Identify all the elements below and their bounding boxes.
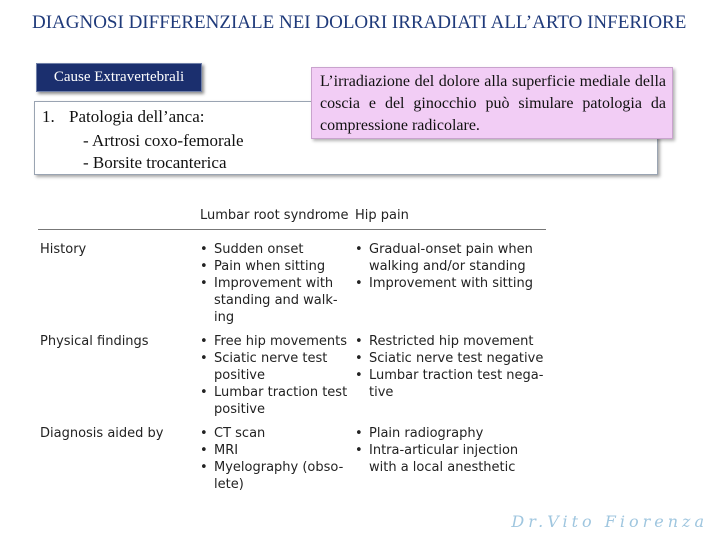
- item-title: Patologia dell’anca:: [69, 107, 205, 126]
- bullet-text: with a local anesthetic: [369, 460, 516, 475]
- bullet-icon: •: [200, 242, 208, 257]
- sub-item: - Borsite trocanterica: [83, 153, 227, 172]
- bullet-icon: •: [200, 259, 208, 274]
- bullet-text: Improvement with sitting: [369, 276, 533, 291]
- bullet-text: lete): [214, 477, 244, 492]
- bullet-text: Restricted hip movement: [369, 334, 534, 349]
- header-lumbar: Lumbar root syndrome: [200, 208, 349, 223]
- bullet-text: positive: [214, 402, 265, 417]
- item-number: 1.: [42, 107, 55, 126]
- bullet-text: ing: [214, 310, 235, 325]
- row-label-diagnosis: Diagnosis aided by: [40, 426, 164, 441]
- bullet-text: walking and/or standing: [369, 259, 526, 274]
- bullet-text: Gradual-onset pain when: [369, 242, 533, 257]
- bullet-text: Free hip movements: [214, 334, 348, 349]
- bullet-text: tive: [369, 385, 394, 400]
- bullet-icon: •: [200, 351, 208, 366]
- bullet-icon: •: [355, 426, 363, 441]
- bullet-text: Improvement with: [214, 276, 334, 291]
- author-signature: Dr.Vito Fiorenza: [511, 512, 708, 531]
- bullet-text: Pain when sitting: [214, 259, 326, 274]
- bullet-text: standing and walk-: [214, 293, 338, 308]
- bullet-icon: •: [355, 276, 363, 291]
- row-label-physical: Physical findings: [40, 334, 149, 349]
- bullet-icon: •: [355, 368, 363, 383]
- bullet-icon: •: [355, 351, 363, 366]
- cause-badge: Cause Extravertebrali: [36, 63, 202, 92]
- bullet-text: Lumbar traction test: [214, 385, 348, 400]
- bullet-icon: •: [200, 460, 208, 475]
- bullet-text: Sciatic nerve test: [214, 351, 328, 366]
- bullet-icon: •: [355, 334, 363, 349]
- bullet-icon: •: [200, 385, 208, 400]
- sub-item: - Artrosi coxo-femorale: [83, 131, 244, 150]
- bullet-text: Sciatic nerve test negative: [369, 351, 544, 366]
- bullet-text: MRI: [214, 443, 239, 458]
- bullet-icon: •: [200, 443, 208, 458]
- header-rule: [38, 229, 546, 230]
- bullet-icon: •: [200, 276, 208, 291]
- bullet-text: Intra-articular injection: [369, 443, 519, 458]
- bullet-text: Sudden onset: [214, 242, 304, 257]
- bullet-text: Myelography (obso-: [214, 460, 344, 475]
- note-box: L’irradiazione del dolore alla superficie mediale della coscia e del ginocchio può simulare patologia da compressione radicolare.: [311, 67, 673, 139]
- bullet-icon: •: [200, 334, 208, 349]
- bullet-icon: •: [355, 443, 363, 458]
- slide-title: DIAGNOSI DIFFERENZIALE NEI DOLORI IRRADIATI ALL’ARTO INFERIORE: [32, 12, 687, 33]
- bullet-text: CT scan: [214, 426, 266, 441]
- header-hip: Hip pain: [355, 208, 409, 223]
- bullet-icon: •: [200, 426, 208, 441]
- bullet-text: positive: [214, 368, 265, 383]
- bullet-text: Lumbar traction test nega-: [369, 368, 544, 383]
- bullet-text: Plain radiography: [369, 426, 484, 441]
- row-label-history: History: [40, 242, 87, 257]
- bullet-icon: •: [355, 242, 363, 257]
